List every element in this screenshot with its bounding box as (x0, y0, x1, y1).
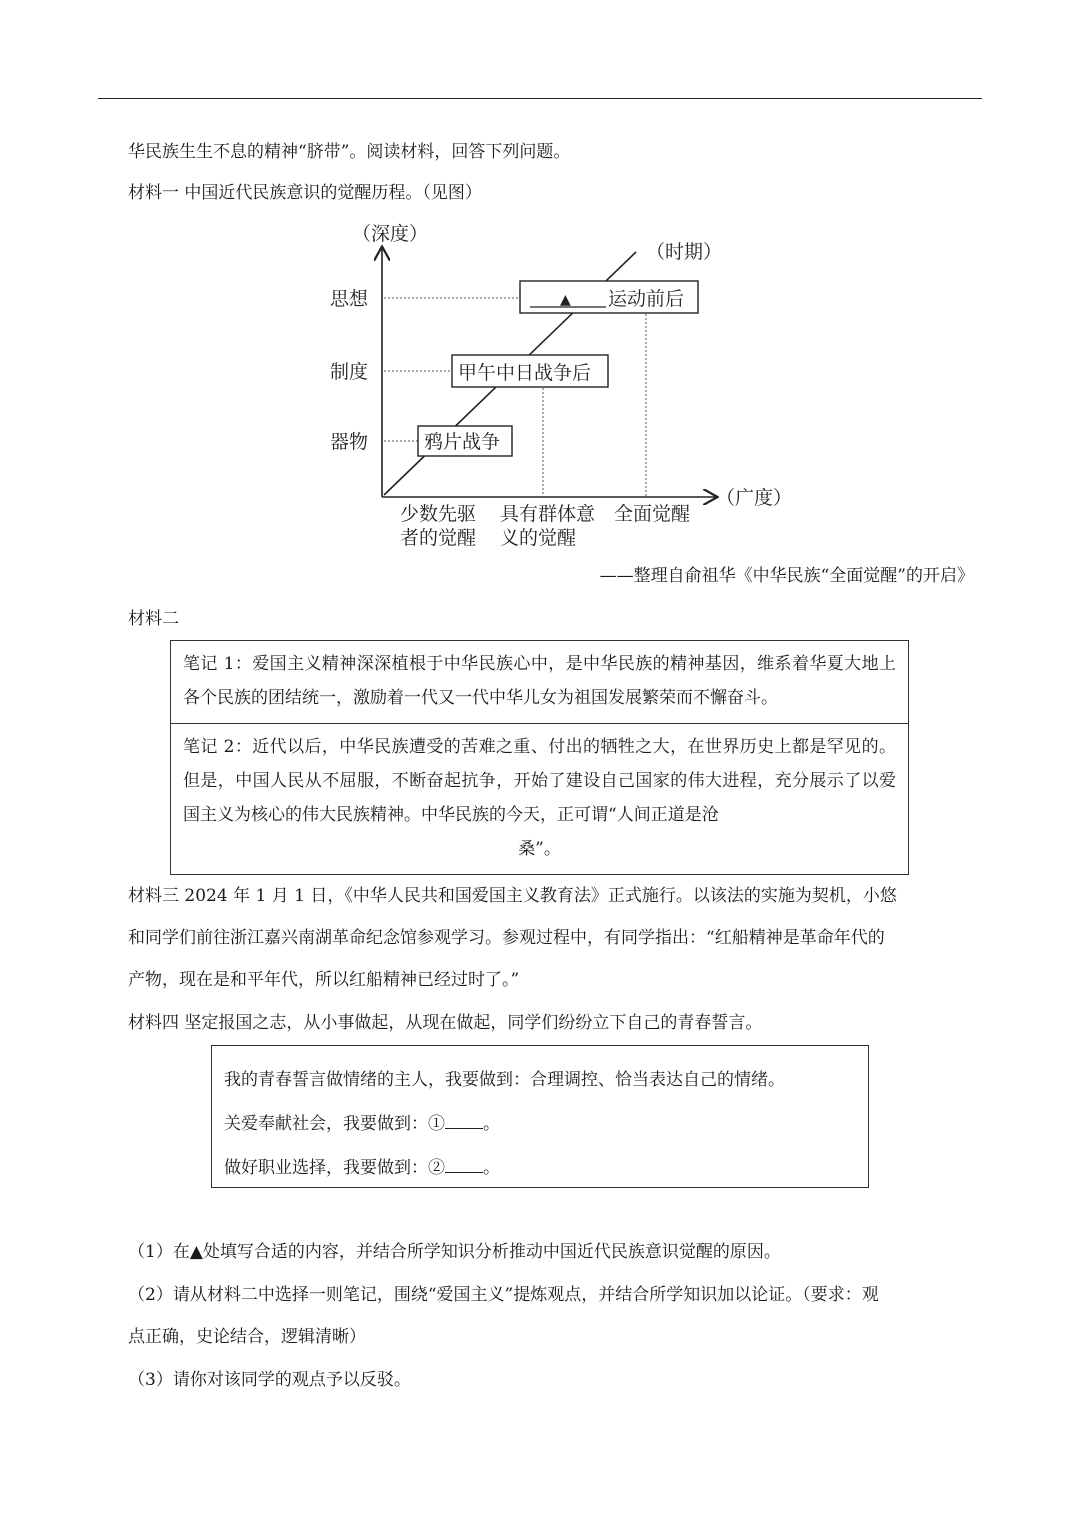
material1-heading: 材料一 中国近代民族意识的觉醒历程。（见图） (128, 183, 482, 203)
question-3: （3）请你对该同学的观点予以反驳。 (128, 1370, 411, 1390)
blank-1 (445, 1110, 483, 1129)
x-axis-label: （广度） (716, 487, 793, 509)
y-level-artifact: 器物 (330, 431, 369, 453)
x-level-2-line1: 具有群体意 (500, 503, 596, 525)
note-1: 笔记 1：爱国主义精神深深植根于中华民族心中，是中华民族的精神基因，维系着华夏大地上各个民族的团结统一，激励着一代又一代中华儿女为祖国发展繁荣而不懈奋斗。 (183, 654, 896, 708)
question-2-line2: 点正确，史论结合，逻辑清晰） (128, 1327, 366, 1347)
header-rule (98, 98, 982, 99)
x-level-1-line1: 少数先驱 (400, 503, 477, 525)
x-level-1-line2: 者的觉醒 (400, 527, 477, 549)
note-2 (171, 723, 908, 874)
x-level-3-line1: 全面觉醒 (614, 503, 691, 525)
material3-line1: 材料三 2024 年 1 月 1 日，《中华人民共和国爱国主义教育法》正式施行。以该法的实施为契机，小悠 (128, 886, 897, 906)
note-2-end: 桑”。 (518, 839, 561, 859)
material4-heading: 材料四 坚定报国之志，从小事做起，从现在做起，同学们纷纷立下自己的青春誓言。 (128, 1013, 763, 1033)
y-level-system: 制度 (330, 361, 369, 383)
note-2-main: 笔记 2：近代以后，中华民族遭受的苦难之重、付出的牺牲之大，在世界历史上都是罕见的。但是，中国人民从不屈服，不断奋起抗争，开始了建设自己国家的伟大进程，充分展示了以爱国主义为核心的伟大民族精神。中华民族的今天，正可谓“人间正道是沧 (183, 737, 896, 825)
box-sino-japanese-war-label: 甲午中日战争后 (458, 362, 592, 384)
question-1: （1）在▲处填写合适的内容，并结合所学知识分析推动中国近代民族意识觉醒的原因。 (128, 1242, 781, 1262)
box-movement-label: 运动前后 (608, 288, 685, 310)
awakening-diagram (300, 210, 793, 560)
box-opium-war-label: 鸦片战争 (424, 431, 501, 453)
material2-heading: 材料二 (128, 609, 179, 629)
pledge-3: 做好职业选择，我要做到：② 。 (224, 1146, 856, 1190)
pledge-box (211, 1045, 869, 1188)
triangle-marker: ▲ (560, 292, 571, 308)
pledge-2: 关爱奉献社会，我要做到：① 。 (224, 1102, 856, 1146)
blank-2 (445, 1154, 483, 1173)
material3-line2: 和同学们前往浙江嘉兴南湖革命纪念馆参观学习。参观过程中，有同学指出：“红船精神是革命年代的 (128, 928, 885, 948)
notes-table (170, 640, 909, 875)
material3-line3: 产物，现在是和平年代，所以红船精神已经过时了。” (128, 970, 520, 990)
x-level-2-line2: 义的觉醒 (500, 527, 577, 549)
y-level-thought: 思想 (330, 288, 369, 310)
y-axis-label: （深度） (352, 223, 429, 245)
period-label: （时期） (646, 241, 723, 263)
material1-source: ——整理自俞祖华《中华民族“全面觉醒”的开启》 (599, 566, 974, 586)
question-2-line1: （2）请从材料二中选择一则笔记，围绕“爱国主义”提炼观点，并结合所学知识加以论证。（要求：观 (128, 1285, 879, 1305)
pledge-1: 我的青春誓言做情绪的主人，我要做到：合理调控、恰当表达自己的情绪。 (224, 1070, 785, 1090)
intro-line: 华民族生生不息的精神“脐带”。阅读材料，回答下列问题。 (128, 142, 571, 162)
